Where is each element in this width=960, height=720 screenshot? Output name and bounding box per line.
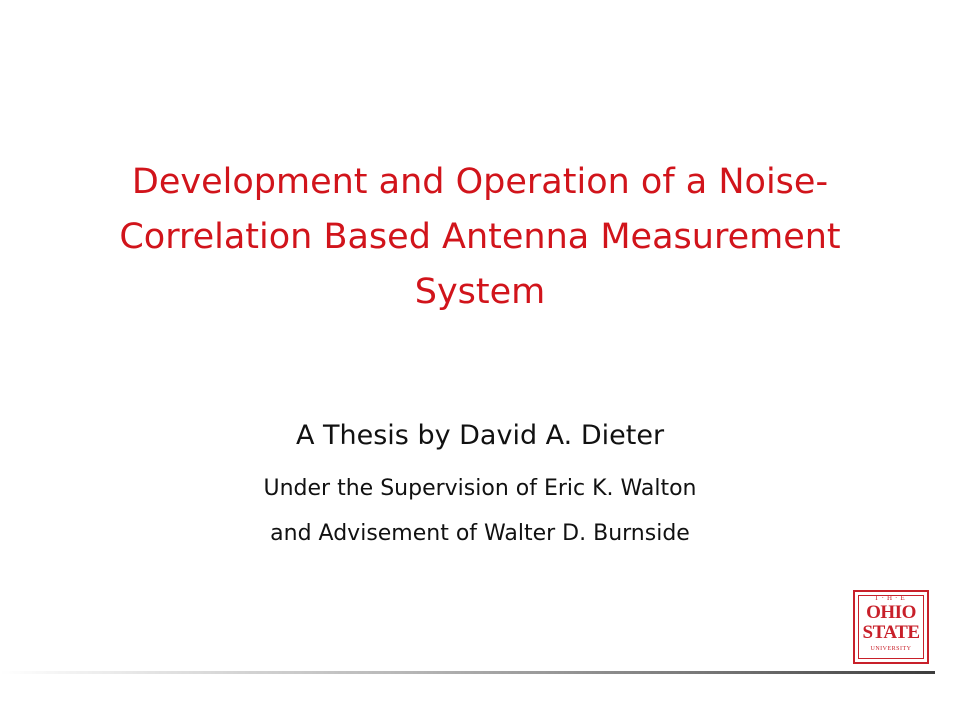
author-line: A Thesis by David A. Dieter bbox=[295, 420, 665, 451]
logo-university-text: UNIVERSITY bbox=[870, 646, 912, 652]
title-line-1: Development and Operation of a Noise- bbox=[131, 162, 829, 202]
slide-title bbox=[60, 155, 900, 320]
bottom-divider bbox=[0, 671, 935, 674]
logo-ohio-text: OHIO bbox=[866, 602, 916, 623]
supervision-line: Under the Supervision of Eric K. Walton bbox=[263, 476, 697, 501]
title-line-2: Correlation Based Antenna Measurement bbox=[119, 217, 841, 257]
ohio-state-logo bbox=[853, 590, 929, 664]
logo-the-text: T·H·E bbox=[874, 594, 908, 602]
title-line-3: System bbox=[414, 272, 546, 312]
advisement-line: and Advisement of Walter D. Burnside bbox=[270, 521, 690, 546]
logo-state-text: STATE bbox=[862, 622, 920, 643]
